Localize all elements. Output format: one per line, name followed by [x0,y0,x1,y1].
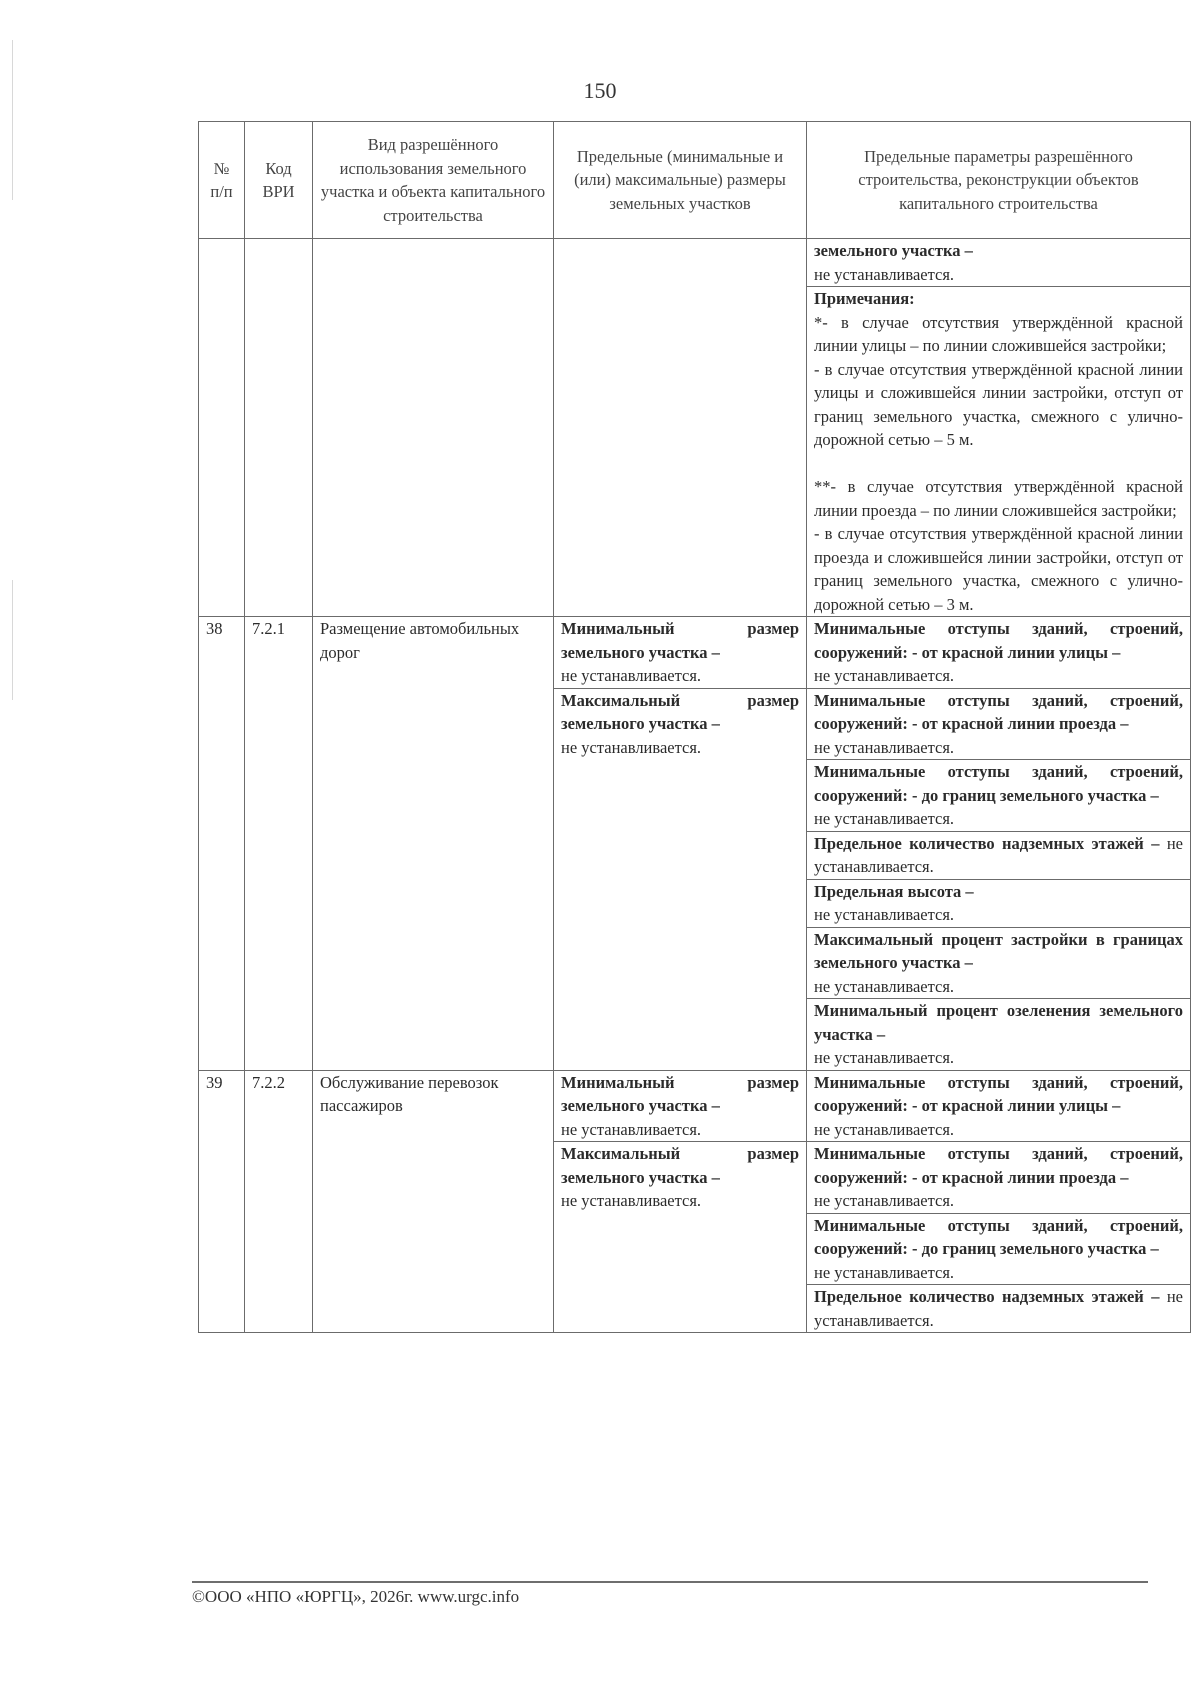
row-use: Обслуживание перевозок пассажиров [313,1070,554,1333]
size-heading: Минимальный размер земельного участка – [561,619,799,662]
table-row [199,1070,1191,1142]
param-value: не устанавливается. [814,1048,955,1067]
param-heading: Минимальные отступы зданий, строений, сооружений: - от красной линии улицы – [814,1072,1183,1115]
param-value: не устанавливается. [814,1287,1183,1330]
scan-margin-mark [12,40,13,200]
table-row [199,617,1191,689]
table-header-row [199,122,1191,239]
header-code: Код ВРИ [245,122,313,239]
row-param [807,879,1191,927]
cont-num-cell [199,239,245,617]
header-plot-size: Предельные (минимальные и (или) максимальные) размеры земельных участков [554,122,807,239]
size-heading: Максимальный размер земельного участка – [561,690,799,733]
size-heading: Минимальный размер земельного участка – [561,1072,799,1115]
header-params: Предельные параметры разрешённого строительства, реконструкции объектов капитального строительства [807,122,1191,239]
size-heading: Максимальный размер земельного участка – [561,1144,799,1187]
row-param [807,1142,1191,1214]
param-value: не устанавливается. [814,905,955,924]
param-value: не устанавливается. [814,809,955,828]
note-line: **- в случае отсутствия утверждённой красной линии проезда – по линии сложившейся застройки; [814,477,1183,520]
param-heading: Предельная высота – [814,881,974,901]
param-heading: земельного участка – [814,241,973,260]
row-param [807,688,1191,760]
row-param [807,999,1191,1071]
param-value: не устанавливается. [814,1191,955,1210]
row-min-size [554,1070,807,1142]
param-value: не устанавливается. [814,666,955,685]
note-gap [814,452,1183,476]
row-param [807,1213,1191,1285]
scan-margin-mark [12,580,13,700]
cont-code-cell [245,239,313,617]
row-code: 7.2.2 [245,1070,313,1333]
param-value: не устанавливается. [814,1262,955,1282]
cont-param-cell [807,239,1191,287]
row-max-size [554,1142,807,1333]
row-param [807,1070,1191,1142]
header-use: Вид разрешённого использования земельного участка и объекта капитального строительства [313,122,554,239]
row-min-size [554,617,807,689]
param-heading: Минимальный процент озеленения земельного участка – [814,1001,1183,1044]
row-use: Размещение автомобильных дорог [313,617,554,1071]
param-heading: Минимальные отступы зданий, строений, сооружений: - до границ земельного участка – [814,762,1183,805]
row-num: 39 [199,1070,245,1333]
size-value: не устанавливается. [561,666,702,685]
note-line: *- в случае отсутствия утверждённой красной линии улицы – по линии сложившейся застройки; [814,312,1183,355]
note-line: - в случае отсутствия утверждённой красной линии улицы и сложившейся линии застройки, отступ от границ земельного участка, смежного с улично-дорожной сетью – 5 м. [814,359,1183,449]
row-param [807,831,1191,879]
param-value: не устанавливается. [814,264,955,284]
header-num: № п/п [199,122,245,239]
param-value: не устанавливается. [814,737,955,757]
notes-cell [807,287,1191,617]
row-param [807,760,1191,832]
param-heading: Минимальные отступы зданий, строений, сооружений: - от красной линии проезда – [814,1144,1183,1187]
cont-use-cell [313,239,554,617]
footer-copyright: ©ООО «НПО «ЮРГЦ», 2026г. www.urgc.info [192,1587,520,1606]
row-param [807,1285,1191,1333]
row-num: 38 [199,617,245,1071]
size-value: не устанавливается. [561,1119,702,1139]
param-heading: Минимальные отступы зданий, строений, сооружений: - до границ земельного участка – [814,1215,1183,1258]
param-heading: Предельное количество надземных этажей – [814,833,1160,853]
page-number: 150 [583,78,617,103]
note-line: - в случае отсутствия утверждённой красной линии проезда и сложившейся линии застройки, отступ от границ земельного участка, смежного с улично-дорожной сетью – 3 м. [814,524,1183,614]
size-value: не устанавливается. [561,1191,702,1210]
param-value: не устанавливается. [814,976,955,996]
param-heading: Максимальный процент застройки в границах земельного участка – [814,929,1183,972]
param-value: не устанавливается. [814,1119,955,1139]
param-value: не устанавливается. [814,833,1183,876]
row-param [807,617,1191,689]
row-max-size [554,688,807,1070]
row-param [807,927,1191,999]
param-heading: Минимальные отступы зданий, строений, сооружений: - от красной линии улицы – [814,619,1183,662]
param-heading: Предельное количество надземных этажей – [814,1287,1160,1306]
param-heading: Минимальные отступы зданий, строений, сооружений: - от красной линии проезда – [814,690,1183,733]
row-code: 7.2.1 [245,617,313,1071]
footer-divider [192,1581,1148,1583]
size-value: не устанавливается. [561,737,702,757]
notes-title: Примечания: [814,289,915,308]
zoning-regulations-table [198,121,1191,1333]
continuation-row [199,239,1191,287]
cont-size-cell [554,239,807,617]
